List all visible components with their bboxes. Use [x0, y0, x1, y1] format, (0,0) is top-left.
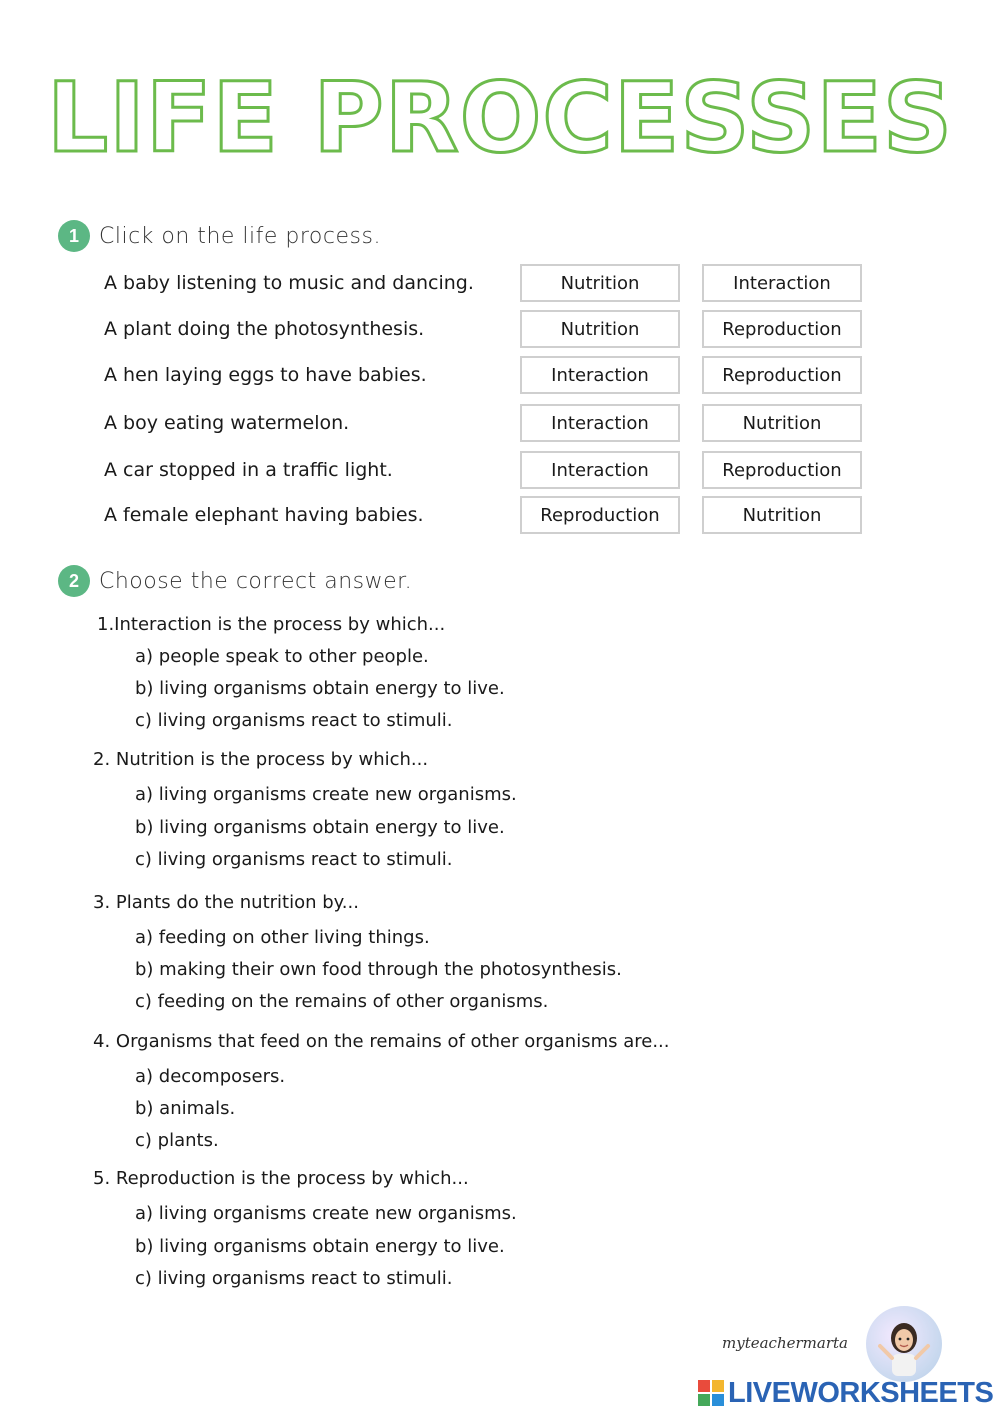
option-button[interactable]: Reproduction [702, 310, 862, 348]
option-button[interactable]: Reproduction [702, 356, 862, 394]
answer-option[interactable]: a) decomposers. [135, 1066, 286, 1087]
exercise-sentence: A hen laying eggs to have babies. [104, 364, 427, 386]
section-1-header [58, 219, 381, 253]
answer-option[interactable]: c) feeding on the remains of other organisms. [135, 991, 549, 1012]
answer-option[interactable]: b) living organisms obtain energy to live. [135, 678, 505, 699]
answer-option[interactable]: c) living organisms react to stimuli. [135, 1268, 453, 1289]
liveworksheets-logo [698, 1378, 993, 1408]
answer-option[interactable]: b) living organisms obtain energy to live. [135, 1236, 505, 1257]
option-button[interactable]: Nutrition [520, 310, 680, 348]
option-button[interactable]: Interaction [520, 451, 680, 489]
option-button[interactable]: Nutrition [702, 496, 862, 534]
answer-option[interactable]: b) living organisms obtain energy to live. [135, 817, 505, 838]
liveworksheets-wordmark: LIVEWORKSHEETS [728, 1376, 994, 1409]
author-signature: myteachermarta [722, 1334, 848, 1352]
question-4: 4. Organisms that feed on the remains of other organisms are... [93, 1031, 670, 1052]
section-2-instruction: Choose the correct answer. [99, 568, 413, 594]
exercise-row-3 [104, 356, 884, 398]
section-2-header [58, 564, 412, 598]
answer-option[interactable]: a) feeding on other living things. [135, 927, 430, 948]
answer-option[interactable]: a) people speak to other people. [135, 646, 429, 667]
logo-grid-icon [698, 1380, 724, 1406]
author-avatar [866, 1306, 942, 1382]
answer-option[interactable]: b) animals. [135, 1098, 236, 1119]
answer-option[interactable]: a) living organisms create new organisms. [135, 1203, 517, 1224]
exercise-row-2 [104, 310, 884, 352]
section-2-number: 2 [58, 565, 90, 597]
answer-option[interactable]: a) living organisms create new organisms. [135, 784, 517, 805]
answer-option[interactable]: c) plants. [135, 1130, 219, 1151]
answer-option[interactable]: b) making their own food through the photosynthesis. [135, 959, 622, 980]
question-1: 1.Interaction is the process by which... [97, 614, 446, 635]
exercise-row-6 [104, 496, 884, 538]
exercise-sentence: A baby listening to music and dancing. [104, 272, 474, 294]
exercise-row-1 [104, 264, 884, 306]
option-button[interactable]: Reproduction [702, 451, 862, 489]
option-button[interactable]: Reproduction [520, 496, 680, 534]
worksheet-title: LIFE PROCESSES [46, 62, 954, 174]
answer-option[interactable]: c) living organisms react to stimuli. [135, 849, 453, 870]
exercise-sentence: A car stopped in a traffic light. [104, 459, 393, 481]
question-5: 5. Reproduction is the process by which... [93, 1168, 469, 1189]
exercise-row-5 [104, 451, 884, 493]
exercise-row-4 [104, 404, 884, 446]
exercise-sentence: A boy eating watermelon. [104, 412, 350, 434]
question-2: 2. Nutrition is the process by which... [93, 749, 429, 770]
exercise-sentence: A plant doing the photosynthesis. [104, 318, 425, 340]
option-button[interactable]: Nutrition [520, 264, 680, 302]
question-3: 3. Plants do the nutrition by... [93, 892, 359, 913]
option-button[interactable]: Interaction [520, 404, 680, 442]
avatar-illustration [866, 1306, 942, 1382]
exercise-sentence: A female elephant having babies. [104, 504, 424, 526]
answer-option[interactable]: c) living organisms react to stimuli. [135, 710, 453, 731]
section-1-instruction: Click on the life process. [99, 223, 381, 249]
option-button[interactable]: Interaction [520, 356, 680, 394]
section-1-number: 1 [58, 220, 90, 252]
option-button[interactable]: Nutrition [702, 404, 862, 442]
option-button[interactable]: Interaction [702, 264, 862, 302]
